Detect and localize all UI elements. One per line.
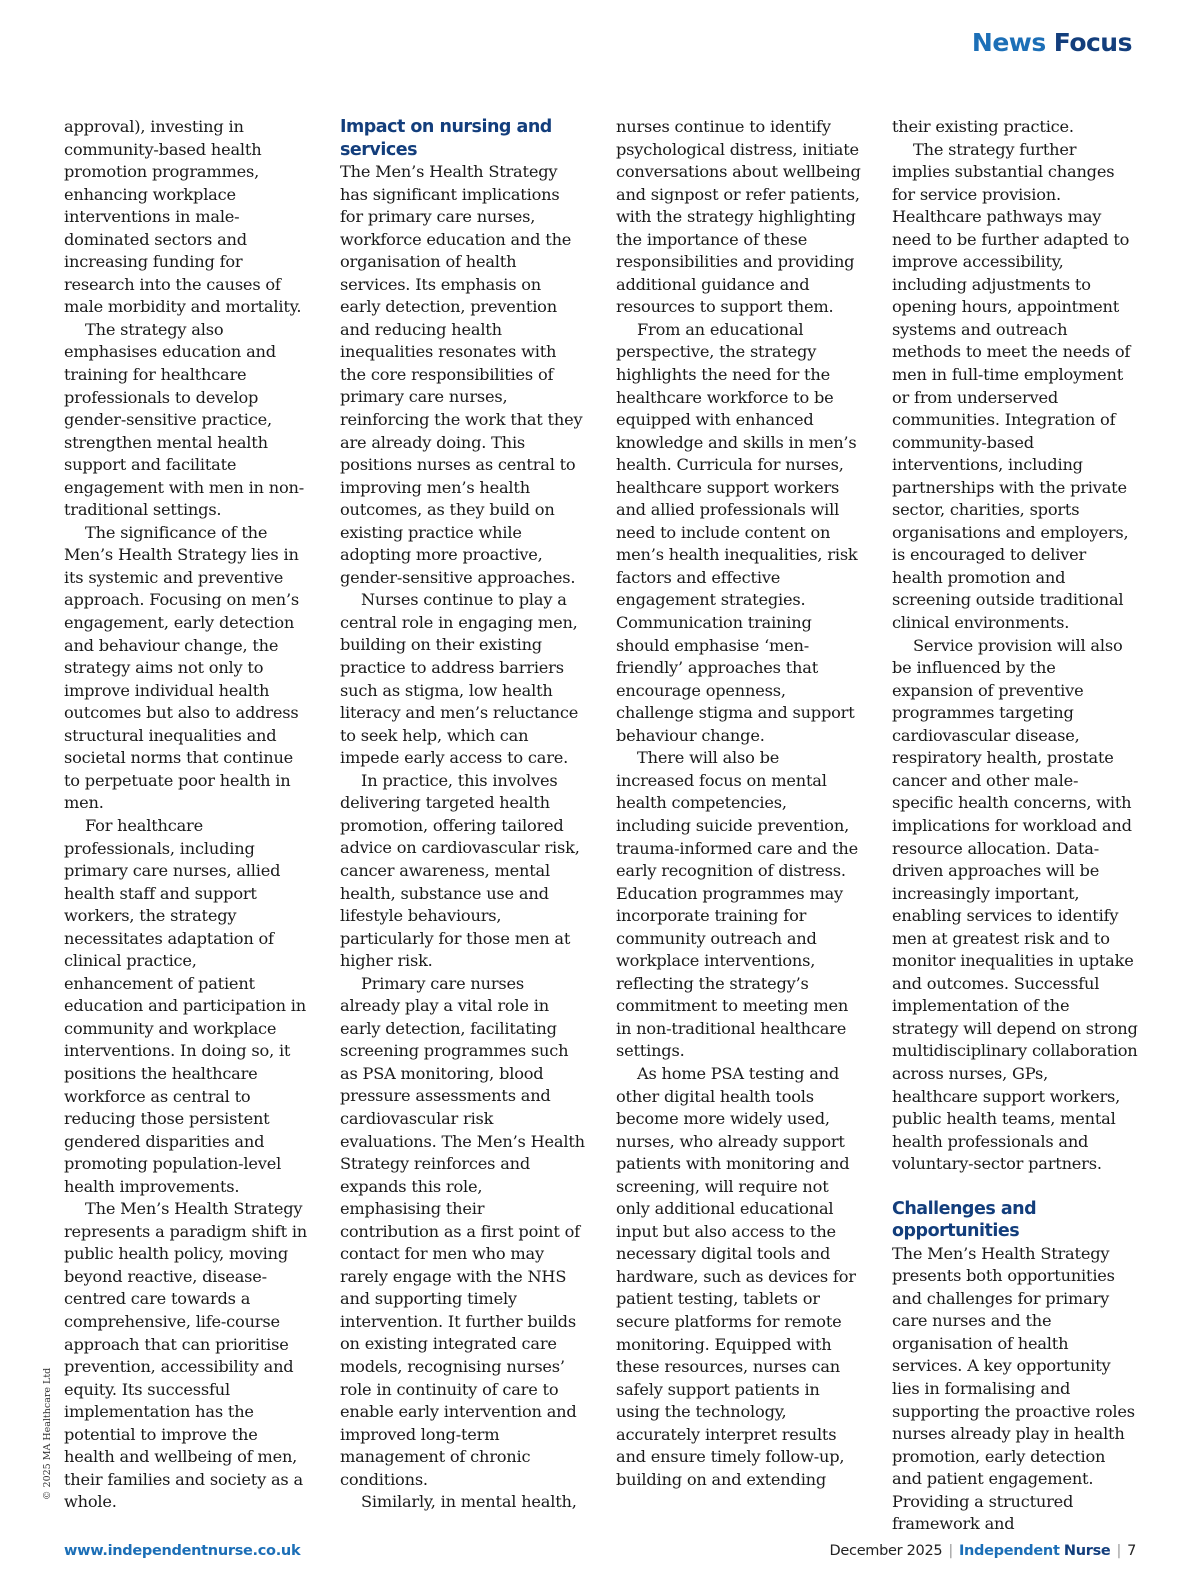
body-paragraph: Similarly, in mental health, <box>361 1492 577 1512</box>
body-paragraph: There will also be increased focus on mental health competencies, including suicide prevention, trauma-informed care and the early recognition of distress. Education programmes may incorporate training for community outreach and workplace interventions, reflecting the strategy’s commitment to meeting men in non-traditional healthcare settings. <box>616 748 858 1061</box>
subsection-label: Focus <box>1053 28 1132 57</box>
body-paragraph: The significance of the Men’s Health Strategy lies in its systemic and preventive approach. Focusing on men’s engagement, early detection and behaviour change, the strategy aims not only to improve individual health outcomes but also to address structural inequalities and societal norms that continue to perpetuate poor health in men. <box>64 522 300 813</box>
page-footer <box>830 1543 1136 1559</box>
body-paragraph: From an educational perspective, the strategy highlights the need for the healthcare workforce to be equipped with enhanced knowledge and skills in men’s health. Curricula for nurses, healthcare support workers and allied professionals will need to include content on men’s health inequalities, risk factors and effective engagement strategies. Communication training should emphasise ‘men-friendly’ approaches that encourage openness, challenge stigma and support behaviour change. <box>616 319 858 745</box>
body-paragraph: Primary care nurses already play a vital role in early detection, facilitating screening programmes such as PSA monitoring, blood pressure assessments and cardiovascular risk evaluations. The Men’s Health Strategy reinforces and expands this role, emphasising their contribution as a first point of contact for men who may rarely engage with the NHS and supporting timely intervention. It further builds on existing integrated care models, recognising nurses’ role in continuity of care to enable early intervention and improved long-term management of chronic conditions. <box>340 973 585 1489</box>
body-paragraph: In practice, this involves delivering targeted health promotion, offering tailored advice on cardiovascular risk, cancer awareness, mental health, substance use and lifestyle behaviours, particularly for those men at higher risk. <box>340 770 580 971</box>
url-prefix: www. <box>64 1543 108 1559</box>
column-3 <box>616 116 862 1496</box>
publication-name-1: Independent <box>958 1543 1060 1559</box>
issue-date: December 2025 <box>829 1543 943 1559</box>
column-4 <box>892 116 1138 1534</box>
body-paragraph: their existing practice. <box>892 117 1074 136</box>
website-link[interactable] <box>64 1543 300 1559</box>
body-paragraph: Service provision will also be influenced by the expansion of preventive programmes targeting cardiovascular disease, respiratory health, prostate cancer and other male-specific health concerns, with implications for workload and resource allocation. Data-driven approaches will be increasingly important, enabling services to identify men at greatest risk and to monitor inequalities in uptake and outcomes. Successful implementation of the strategy will depend on strong multidisciplinary collaboration across nurses, GPs, healthcare support workers, public health teams, mental health professionals and voluntary-sector partners. <box>892 635 1138 1174</box>
body-paragraph: The Men’s Health Strategy presents both opportunities and challenges for primary care nurses and the organisation of health services. A key opportunity lies in formalising and supporting the proactive roles nurses already play in health promotion, early detection and patient engagement. Providing a structured framework and <box>892 1243 1135 1534</box>
body-paragraph: approval), investing in community-based health promotion programmes, enhancing workplace interventions in male-dominated sectors and increasing funding for research into the causes of male morbidity and mortality. <box>64 117 302 317</box>
body-paragraph: nurses continue to identify psychological distress, initiate conversations about wellbeing and signpost or refer patients, with the strategy highlighting the importance of these responsibilities and providing additional guidance and resources to support them. <box>616 117 861 317</box>
body-paragraph: Nurses continue to play a central role in engaging men, building on their existing practice to address barriers such as stigma, low health literacy and men’s reluctance to seek help, which can impede early access to care. <box>340 590 579 768</box>
body-paragraph: As home PSA testing and other digital health tools become more widely used, nurses, who already support patients with monitoring and screening, will require not only additional educational input but also access to the necessary digital tools and hardware, such as devices for patient testing, tablets or secure platforms for remote monitoring. Equipped with these resources, nurses can safely support patients in using the technology, accurately interpret results and ensure timely follow-up, building on and extending <box>616 1063 856 1489</box>
footer-separator: | <box>1116 1543 1122 1559</box>
body-paragraph: The Men’s Health Strategy has significant implications for primary care nurses, workforce education and the organisation of health services. Its emphasis on early detection, prevention and reducing health inequalities resonates with the core responsibilities of primary care nurses, reinforcing the work that they are already doing. This positions nurses as central to improving men’s health outcomes, as they build on existing practice while adopting more proactive, gender-sensitive approaches. <box>340 162 583 587</box>
body-paragraph: The Men’s Health Strategy represents a paradigm shift in public health policy, moving beyond reactive, disease-centred care towards a comprehensive, life-course approach that can prioritise prevention, accessibility and equity. Its successful implementation has the potential to improve the health and wellbeing of men, their families and society as a whole. <box>64 1199 308 1512</box>
copyright-notice: © 2025 MA Healthcare Ltd <box>42 1367 53 1500</box>
body-paragraph: The strategy also emphasises education and training for healthcare professionals to develop gender-sensitive practice, strengthen mental health support and facilitate engagement with men in non-traditional settings. <box>64 319 304 520</box>
section-label: News <box>971 28 1046 57</box>
section-heading: Challenges and opportunities <box>892 1198 1037 1242</box>
url-rest: nurse.co.uk <box>207 1543 301 1559</box>
footer-separator: | <box>948 1543 953 1559</box>
page-number: 7 <box>1127 1543 1136 1559</box>
body-paragraph: The strategy further implies substantial changes for service provision. Healthcare pathways may need to be further adapted to improve accessibility, including adjustments to opening hours, appointment systems and outreach methods to meet the needs of men in full-time employment or from underserved communities. Integration of community-based interventions, including partnerships with the private sector, charities, sports organisations and employers, is encouraged to deliver health promotion and screening outside traditional clinical environments. <box>892 139 1131 633</box>
publication-name-2: Nurse <box>1063 1543 1111 1559</box>
url-bold: independent <box>107 1543 208 1559</box>
section-heading: Impact on nursing and services <box>340 117 552 160</box>
article-body <box>64 116 1138 1534</box>
body-paragraph: For healthcare professionals, including primary care nurses, allied health staff and support workers, the strategy necessitates adaptation of clinical practice, enhancement of patient education and participation in community and workplace interventions. In doing so, it positions the healthcare workforce as central to reducing those persistent gendered disparities and promoting population-level health improvements. <box>64 815 306 1196</box>
column-1 <box>64 116 310 1512</box>
column-2 <box>340 116 586 1512</box>
section-header <box>972 28 1132 57</box>
